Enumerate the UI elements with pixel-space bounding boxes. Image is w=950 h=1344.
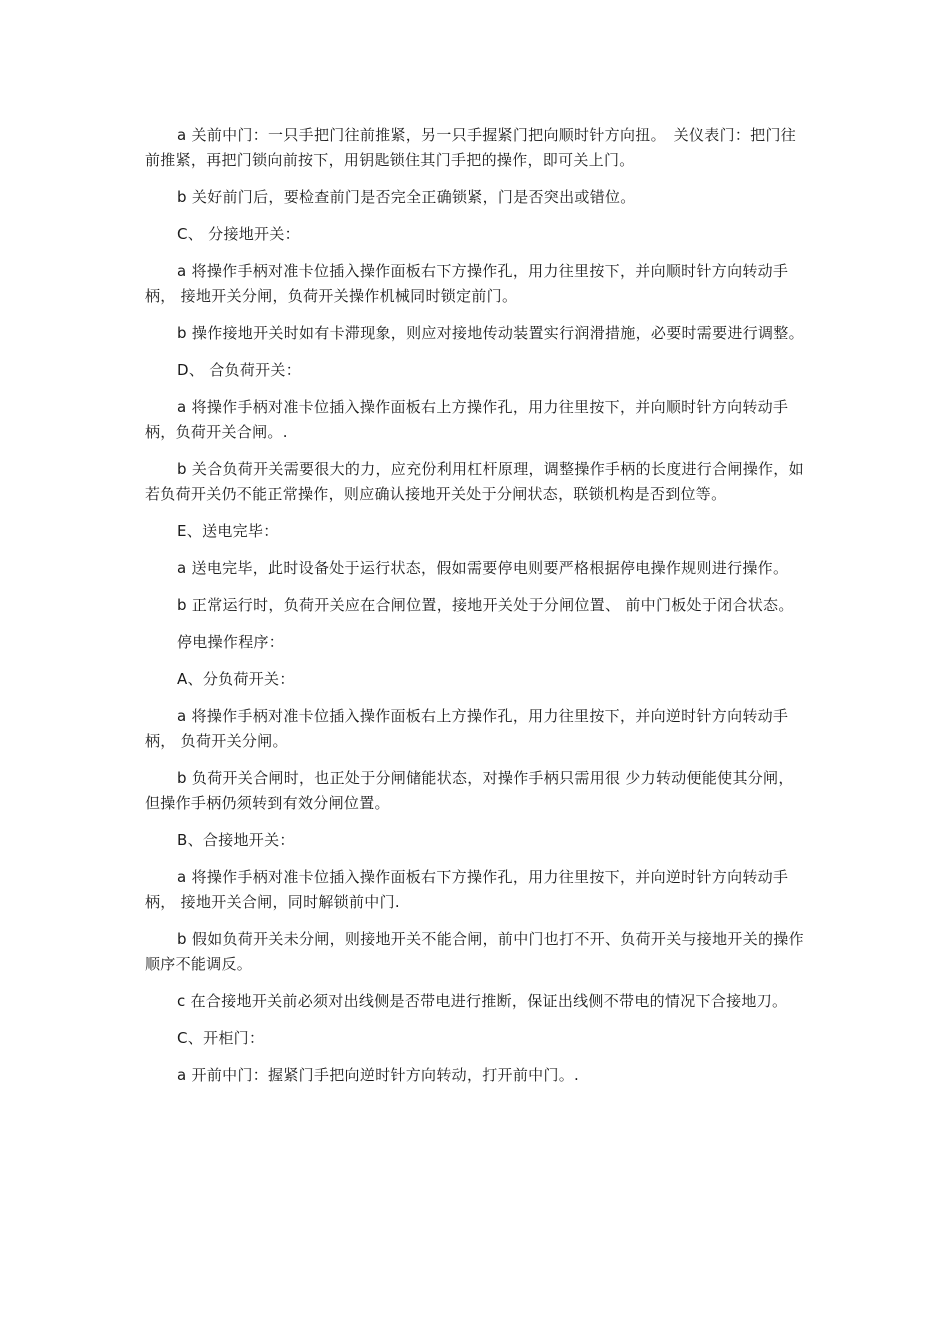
section-heading-open-cabinet-door: C、开柜门： bbox=[177, 1029, 265, 1047]
section-heading-open-ground-switch: C、 分接地开关： bbox=[177, 225, 300, 243]
paragraph-ground-switch-open-step: a 将操作手柄对准卡位插入操作面板右下方操作孔，用力往里按下，并向顺时针方向转动手柄， 接地开关分闸，负荷开关操作机械同时锁定前门。 bbox=[145, 262, 789, 305]
paragraph-close-front-door: a 关前中门：一只手把门往前推紧，另一只手握紧门把向顺时针方向扭。 关仪表门：把门往前推紧，再把门锁向前按下，用钥匙锁住其门手把的操作，即可关上门。 bbox=[145, 126, 797, 169]
paragraph-normal-operation: b 正常运行时，负荷开关应在合闸位置，接地开关处于分闸位置、 前中门板处于闭合状态。 bbox=[177, 596, 794, 614]
paragraph-load-switch-open-step: a 将操作手柄对准卡位插入操作面板右上方操作孔，用力往里按下，并向逆时针方向转动手柄， 负荷开关分闸。 bbox=[145, 707, 789, 750]
section-heading-close-load-switch: D、 合负荷开关： bbox=[177, 361, 302, 379]
paragraph-interlock-order: b 假如负荷开关未分闸，则接地开关不能合闸，前中门也打不开、负荷开关与接地开关的操作顺序不能调反。 bbox=[145, 930, 804, 973]
section-heading-close-ground-switch: B、合接地开关： bbox=[177, 831, 295, 849]
paragraph-load-switch-lever: b 关合负荷开关需要很大的力，应充份利用杠杆原理，调整操作手柄的长度进行合闸操作，如若负荷开关仍不能正常操作，则应确认接地开关处于分闸状态，联锁机构是否到位等。 bbox=[145, 460, 804, 503]
section-heading-power-off-procedure: 停电操作程序： bbox=[177, 633, 285, 651]
document-body bbox=[145, 123, 805, 1100]
paragraph-ground-switch-lubrication: b 操作接地开关时如有卡滞现象，则应对接地传动装置实行润滑措施，必要时需要进行调整。 bbox=[177, 324, 804, 342]
paragraph-load-switch-close-step: a 将操作手柄对准卡位插入操作面板右上方操作孔，用力往里按下，并向顺时针方向转动手柄，负荷开关合闸。. bbox=[145, 398, 789, 441]
paragraph-power-on-running: a 送电完毕，此时设备处于运行状态，假如需要停电则要严格根据停电操作规则进行操作。 bbox=[177, 559, 789, 577]
paragraph-load-switch-energy-storage: b 负荷开关合闸时，也正处于分闸储能状态，对操作手柄只需用很 少力转动便能使其分闸，但操作手柄仍须转到有效分闸位置。 bbox=[145, 769, 794, 812]
paragraph-check-outgoing-line: c 在合接地开关前必须对出线侧是否带电进行推断，保证出线侧不带电的情况下合接地刀。 bbox=[177, 992, 788, 1010]
paragraph-check-front-door: b 关好前门后，要检查前门是否完全正确锁紧，门是否突出或错位。 bbox=[177, 188, 636, 206]
section-heading-power-on-complete: E、送电完毕： bbox=[177, 522, 279, 540]
section-heading-open-load-switch: A、分负荷开关： bbox=[177, 670, 295, 688]
paragraph-ground-switch-close-step: a 将操作手柄对准卡位插入操作面板右下方操作孔，用力往里按下，并向逆时针方向转动手柄， 接地开关合闸，同时解锁前中门. bbox=[145, 868, 789, 911]
paragraph-open-front-door: a 开前中门：握紧门手把向逆时针方向转动，打开前中门。. bbox=[177, 1066, 580, 1084]
